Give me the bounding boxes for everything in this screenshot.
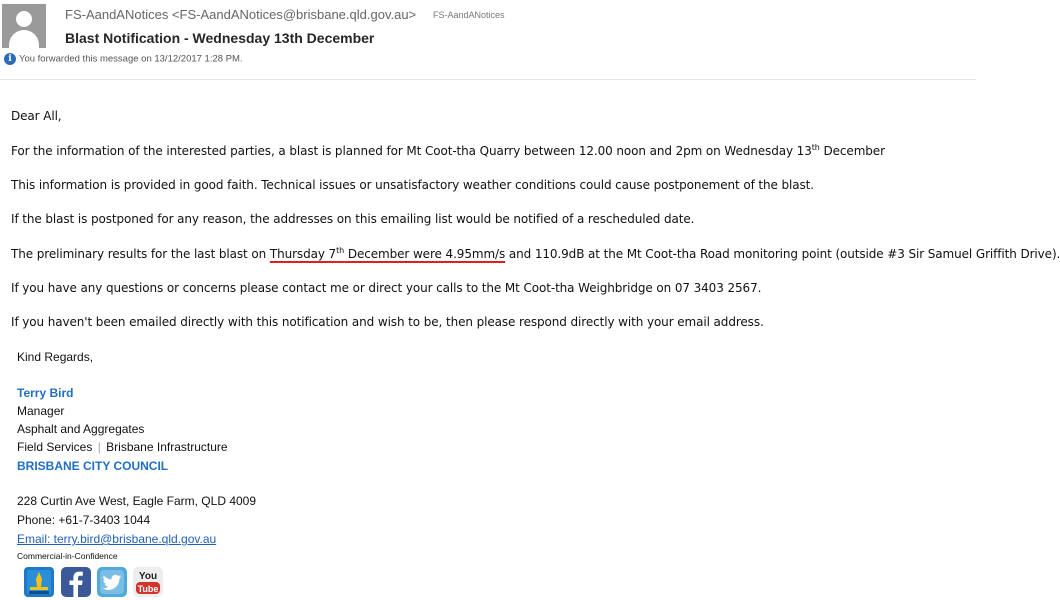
paragraph-subscribe: If you haven't been emailed directly with this notification and wish to be, then please respond directly with your email address. (11, 315, 764, 329)
youtube-icon[interactable] (133, 567, 163, 597)
confidentiality-label: Commercial-in-Confidence (17, 551, 118, 561)
closing: Kind Regards, (17, 350, 94, 364)
paragraph-blast-plan: For the information of the interested parties, a blast is planned for Mt Coot-tha Quarry between 12.00 noon and 2pm on Wednesday 13th December (11, 143, 885, 158)
twitter-icon[interactable] (97, 567, 127, 597)
forward-notice[interactable] (4, 53, 243, 65)
signature-name: Terry Bird (17, 386, 74, 400)
sender-address[interactable]: FS-AandANotices <FS-AandANotices@brisbane.qld.gov.au> (65, 7, 417, 22)
message-header (0, 0, 976, 80)
signature-address: 228 Curtin Ave West, Eagle Farm, QLD 4009 (17, 494, 257, 508)
brisbane-city-council-icon[interactable] (24, 567, 54, 597)
youtube-tube-label: Tube (137, 584, 159, 594)
recipient-address[interactable]: FS-AandANotices (433, 10, 505, 20)
signature-phone: Phone: +61-7-3403 1044 (17, 513, 151, 527)
signature-unit: Asphalt and Aggregates (17, 422, 145, 436)
paragraph-contact: If you have any questions or concerns please contact me or direct your calls to the Mt Coot-tha Weighbridge on 07 3403 2567. (11, 281, 762, 295)
forward-notice-text: You forwarded this message on 13/12/2017 1:28 PM. (19, 53, 243, 65)
sender-avatar (2, 4, 46, 48)
signature-email-link[interactable]: Email: terry.bird@brisbane.qld.gov.au (17, 532, 217, 546)
youtube-you-label: You (138, 571, 158, 582)
header-divider (0, 79, 976, 80)
signature-organisation: BRISBANE CITY COUNCIL (17, 459, 169, 473)
facebook-icon[interactable] (61, 567, 91, 597)
signature-title: Manager (17, 404, 65, 418)
info-icon: i (4, 53, 16, 65)
paragraph-postponement: If the blast is postponed for any reason, the addresses on this emailing list would be notified of a rescheduled date. (11, 212, 695, 226)
paragraph-results: The preliminary results for the last blast on Thursday 7th December were 4.95mm/s and 110.9dB at the Mt Coot-tha Road monitoring point (outside #3 Sir Samuel Griffith Drive). (11, 246, 1060, 261)
underlined-result: Thursday 7th December were 4.95mm/s (269, 246, 506, 261)
signature-department: Field Services | Brisbane Infrastructure (17, 440, 228, 454)
greeting: Dear All, (11, 109, 62, 123)
message-subject: Blast Notification - Wednesday 13th December (65, 30, 375, 46)
paragraph-good-faith: This information is provided in good faith. Technical issues or unsatisfactory weather conditions could cause postponement of the blast. (11, 178, 815, 192)
